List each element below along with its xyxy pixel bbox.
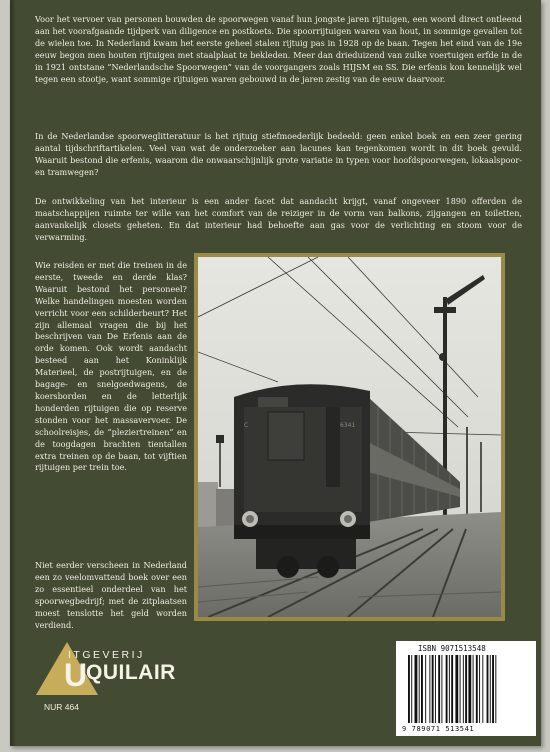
- barcode-bar: [463, 655, 464, 723]
- barcode-bar: [468, 655, 471, 723]
- publisher-initial: U: [64, 657, 88, 693]
- svg-text:6341: 6341: [340, 422, 356, 429]
- barcode-bar: [455, 655, 458, 723]
- barcode-bar: [429, 655, 430, 723]
- barcode-bar: [479, 655, 480, 723]
- nur-code: NUR 464: [44, 702, 79, 712]
- publisher-name-main: QUILAIR: [86, 661, 176, 684]
- isbn-label: ISBN 9071513548: [418, 644, 486, 653]
- barcode-bar: [492, 655, 494, 723]
- barcode-bar: [438, 655, 440, 723]
- blurb-paragraph-2: In de Nederlandse spoorweglitteratuur is het rijtuig stiefmoederlijk bedeeld: geen enkel boek en een zeer gering aantal tijdschriftartikelen. Veel van wat de onderzoeker aan lacunes kan tegenkomen wordt in dit boek gevuld. Waaruit bestond die erfenis, waarom die onwaarschijnlijk grote variatie in typen voor hoofdspoorwegen, lokaalspoor- en tramwegen?: [35, 131, 522, 177]
- barcode-bar: [449, 655, 450, 723]
- barcode: [396, 641, 536, 736]
- barcode-bar: [451, 655, 453, 723]
- barcode-bar: [432, 655, 434, 723]
- barcode-bar: [421, 655, 423, 723]
- barcode-bar: [441, 655, 442, 723]
- barcode-bar: [482, 655, 483, 723]
- barcode-bar: [495, 655, 496, 723]
- barcode-bar: [425, 655, 426, 723]
- barcode-bar: [460, 655, 461, 723]
- barcode-bar: [465, 655, 467, 723]
- barcode-bar: [408, 655, 410, 723]
- svg-text:C: C: [244, 422, 249, 429]
- barcode-box: [396, 641, 536, 736]
- barcode-bar: [487, 655, 489, 723]
- back-cover: [10, 0, 541, 746]
- barcode-bar: [446, 655, 448, 723]
- publisher-name-top: ITGEVERIJ: [68, 649, 145, 661]
- train-photo: [198, 257, 501, 617]
- blurb-paragraph-3: De ontwikkeling van het interieur is een ander facet dat aandacht krijgt, vanaf ongeveer 1890 offerden de maatschappijen ruimte ter wille van het comfort van de reiziger in de vorm van balkons, zijgangen en toiletten, aanvankelijk closets geheten. En dat interieur had behoefte aan gas voor de verlichting en stoom voor de verwarming.: [35, 196, 522, 242]
- barcode-bar: [435, 655, 436, 723]
- barcode-digits: 9 789071 513541: [402, 725, 475, 733]
- barcode-bar: [490, 655, 491, 723]
- blurb-paragraph-1: Voor het vervoer van personen bouwden de spoorwegen vanaf hun jongste jaren rijtuigen, een woord direct ontleend aan het voorafgaande tijdperk van diligence en postkoets. Die spoorrijtuigen waren van hout, in sommige gevallen tot de wielen toe. In Nederland kwam het eerste geheel stalen rijtuig pas in 1928 op de baan. Tegen het eind van de 19e eeuw begon men houten rijtuigen met staalplaat te bekleden. Meer dan drieduizend van zulke voertuigen erfde in de in 1921 ontstane ”Nederlandsche Spoorwegen” van de voorgangers zoals HIJSM en SS. Die erfenis kon kennelijk wel tegen een stootje, want sommige rijtuigen waren gebouwd in de jaren zestig van de eeuw daarvoor.: [35, 14, 522, 84]
- column-paragraph-1: Wie reisden er met die treinen in de eerste, tweede en derde klas? Waaruit bestond het personeel? Welke handelingen moesten worden verricht voor een schilderbeurt? Het zijn allemaal vragen die bij het beschrijven van De Erfenis aan de orde komen. Ook wordt aandacht besteed aan het Koninklijk Materieel, de postrijtuigen, en de bagage- en snelgoedwagens, de koersborden en de letterlijk honderden rijtuigen die op reserve stonden voor het massavervoer. De schoolreisjes, de ”pleziertreinen” en de toogdagen brachten tientallen extra treinen op de baan, tot vijftien rijtuigen per trein toe.: [35, 260, 187, 473]
- column-paragraph-2: Niet eerder verscheen in Nederland een zo veelomvattend boek over een zo essentieel onderdeel van het spoorwegbedrijf; met de zitplaatsen moest tenslotte het geld worden verdiend.: [35, 560, 187, 630]
- barcode-bar: [415, 655, 418, 723]
- barcode-bar: [476, 655, 478, 723]
- barcode-bar: [419, 655, 420, 723]
- barcode-bar: [411, 655, 412, 723]
- train-illustration: [198, 257, 501, 617]
- barcode-bar: [473, 655, 474, 723]
- photo-frame: [194, 253, 505, 621]
